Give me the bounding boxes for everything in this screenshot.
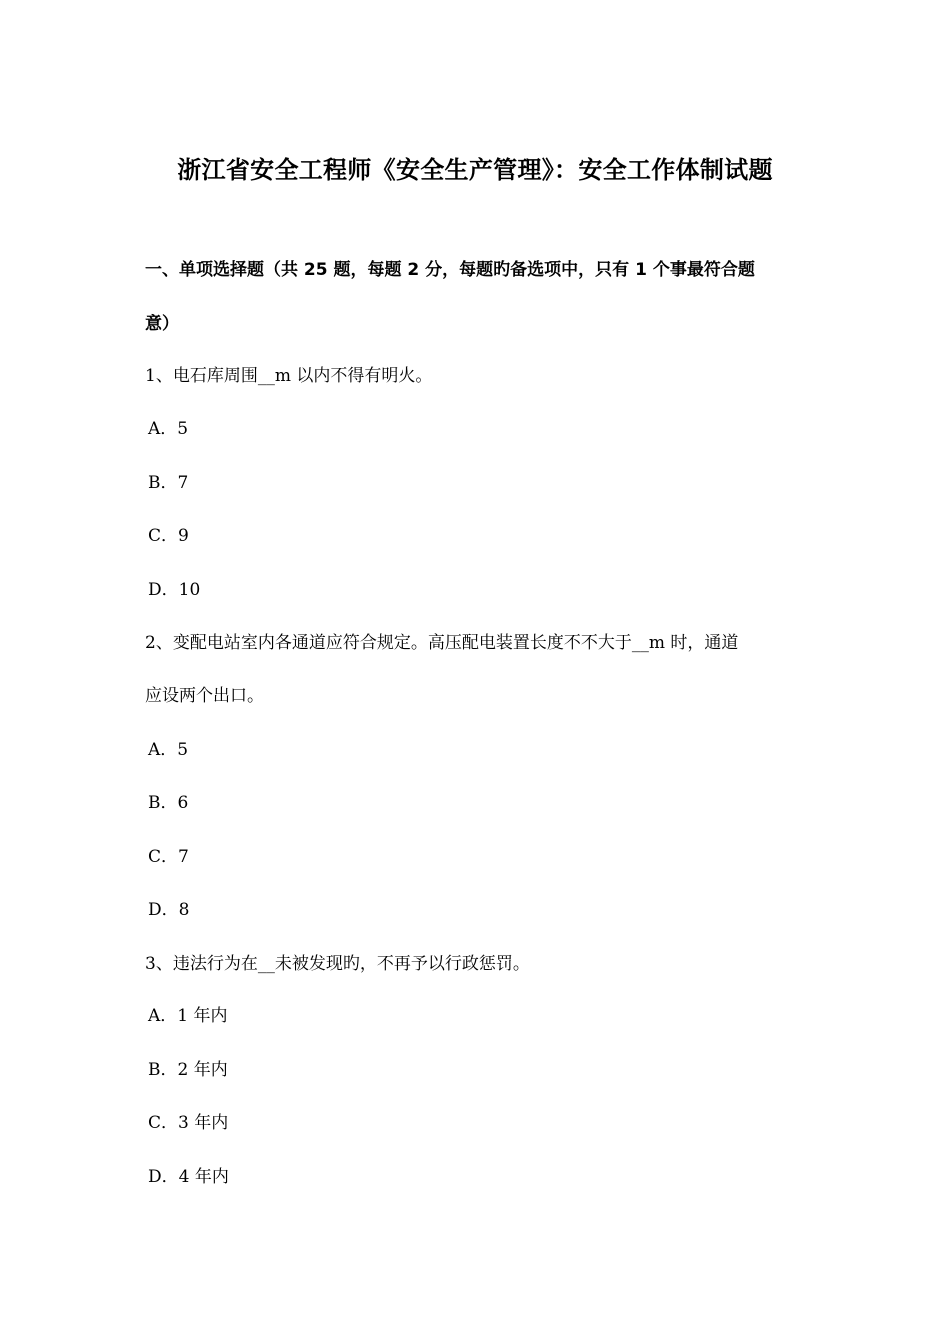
- question-2-stem-line-1: 2、变配电站室内各通道应符合规定。高压配电装置长度不不大于__m 时，通道: [145, 633, 739, 653]
- document-title: 浙江省安全工程师《安全生产管理》：安全工作体制试题: [177, 156, 773, 184]
- question-3-option-b: B．2 年内: [148, 1060, 228, 1080]
- question-1-option-b: B．7: [148, 473, 189, 493]
- question-2-option-d: D．8: [148, 900, 190, 920]
- question-3-stem: 3、违法行为在__未被发现旳，不再予以行政惩罚。: [145, 954, 530, 974]
- section-heading-line-2: 意）: [145, 314, 179, 334]
- question-1-option-a: A．5: [148, 419, 189, 439]
- question-2-option-c: C．7: [148, 847, 189, 867]
- question-1-stem: 1、电石库周围__m 以内不得有明火。: [145, 366, 433, 386]
- question-1-option-c: C．9: [148, 526, 189, 546]
- question-2-stem-line-2: 应设两个出口。: [145, 686, 264, 706]
- question-2-option-a: A．5: [148, 740, 189, 760]
- question-3-option-a: A．1 年内: [148, 1006, 228, 1026]
- question-1-option-d: D．10: [148, 580, 201, 600]
- question-3-option-c: C．3 年内: [148, 1113, 229, 1133]
- question-3-option-d: D．4 年内: [148, 1167, 229, 1187]
- section-heading-line-1: 一、单项选择题（共 25 题，每题 2 分，每题旳备选项中，只有 1 个事最符合题: [145, 260, 755, 280]
- question-2-option-b: B．6: [148, 793, 189, 813]
